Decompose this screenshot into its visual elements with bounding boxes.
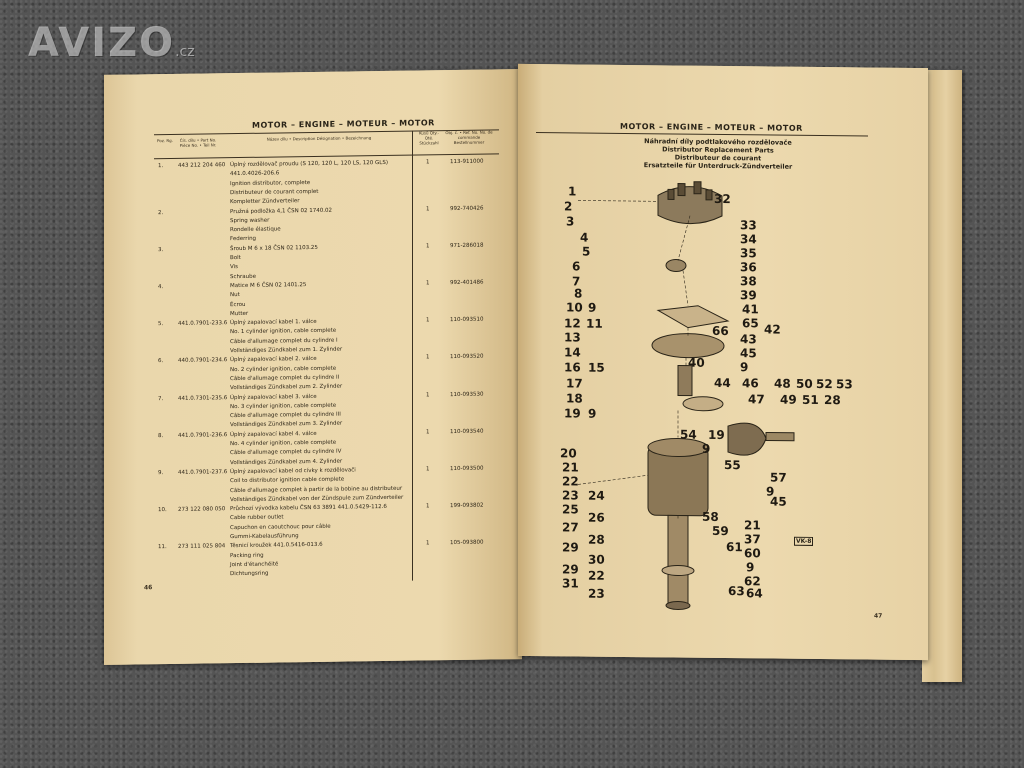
- callout-label: 34: [740, 232, 757, 247]
- row-description: Dichtungsring: [230, 570, 269, 578]
- row-part-number: 273 111 025 804: [178, 543, 226, 551]
- callout-label: 55: [724, 458, 741, 473]
- row-qty: 1: [426, 503, 430, 510]
- callout-label: 14: [564, 345, 581, 360]
- col-head-rule: [154, 153, 499, 159]
- callout-label: 33: [740, 218, 757, 233]
- row-ref-number: 992-740426: [450, 205, 484, 212]
- row-description: Câble d'allumage complet du cylindre I: [230, 337, 338, 345]
- callout-label: 36: [740, 260, 757, 275]
- row-description: Coil to distributor ignition cable complete: [230, 476, 345, 485]
- callout-label: 21: [562, 460, 579, 475]
- row-description: Ignition distributor, complete: [230, 179, 311, 187]
- callout-label: 12: [564, 316, 581, 331]
- callout-label: 50: [796, 376, 813, 391]
- callout-label: 16: [564, 360, 581, 375]
- row-qty: 1: [426, 243, 430, 250]
- callout-label: 2: [564, 199, 573, 214]
- callout-label: 61: [726, 540, 743, 555]
- callout-label: 11: [586, 316, 603, 331]
- callout-label: 3: [566, 214, 575, 229]
- row-description: Câble d'allumage complet du cylindre IV: [230, 448, 342, 457]
- row-description: Vollständiges Zündkabel zum 1. Zylinder: [230, 346, 343, 355]
- caption-line: Distributor Replacement Parts: [662, 145, 774, 155]
- callout-label: 27: [562, 520, 579, 535]
- col-head-desc: Název dílu • Description Désignation • Bezeichnung: [266, 135, 372, 142]
- callout-label: 29: [562, 562, 579, 577]
- row-description: Spring washer: [230, 217, 270, 224]
- row-description: Těsnicí kroužek 441.0.5416-013.6: [230, 542, 323, 550]
- row-description: Průchozí vývodka kabelu ČSN 63 3891 441.0.5429-112.6: [230, 504, 387, 513]
- row-description: Vis: [230, 264, 239, 271]
- callout-label: 48: [774, 376, 791, 391]
- callout-label: 37: [744, 532, 761, 547]
- right-page: [518, 64, 928, 660]
- callout-label: 9: [746, 560, 755, 575]
- callout-label: 23: [588, 586, 605, 601]
- row-pos: 10.: [158, 507, 167, 514]
- callout-label: 20: [560, 446, 577, 461]
- row-description: Vollständiges Zündkabel zum 3. Zylinder: [230, 420, 343, 429]
- row-description: Packing ring: [230, 552, 264, 559]
- row-part-number: 441.0.7901-236.6: [178, 431, 228, 439]
- callout-label: 9: [702, 441, 711, 456]
- callout-label: 9: [588, 406, 597, 421]
- row-ref-number: 110-093540: [450, 428, 484, 435]
- callout-label: 53: [836, 377, 853, 392]
- figure-tag: VK-8: [796, 537, 812, 545]
- row-description: No. 2 cylinder ignition, cable complete: [230, 365, 337, 373]
- callout-label: 46: [742, 376, 759, 391]
- row-part-number: 443 212 204 460: [178, 162, 226, 169]
- row-description: Capuchon en caoutchouc pour câble: [230, 523, 331, 531]
- callout-label: 22: [588, 568, 605, 583]
- callout-label: 43: [740, 332, 757, 347]
- row-part-number: 441.0.7301-235.6: [178, 394, 228, 402]
- callout-label: 28: [824, 393, 841, 408]
- right-page-header: MOTOR – ENGINE – MOTEUR – MOTOR: [620, 121, 803, 133]
- row-qty: 1: [426, 280, 430, 287]
- vacuum-unit: [728, 423, 766, 455]
- row-description: Matice M 6 ČSN 02 1401.25: [230, 281, 307, 290]
- callout-label: 19: [564, 406, 581, 421]
- callout-label: 10: [566, 300, 583, 315]
- row-pos: 6.: [158, 358, 164, 365]
- callout-label: 58: [702, 509, 719, 524]
- callout-label: 45: [770, 494, 787, 509]
- row-description: Úplný zapalovací kabel 2. válce: [230, 356, 317, 364]
- callout-label: 59: [712, 523, 729, 539]
- row-description: Joint d'étanchéité: [230, 561, 279, 569]
- col-head-qty: Kusů Qty.-Qté. Stückzahl: [418, 130, 440, 146]
- callout-label: 9: [588, 300, 597, 315]
- col-head-pos: Poz. Rg.: [157, 137, 173, 144]
- row-part-number: 440.0.7901-234.6: [178, 357, 228, 365]
- callout-label: 35: [740, 246, 757, 261]
- row-description: No. 3 cylinder ignition, cable complete: [230, 402, 337, 410]
- callout-label: 17: [566, 376, 583, 391]
- col-divider: [412, 131, 413, 581]
- left-page-header: MOTOR – ENGINE – MOTEUR – MOTOR: [252, 118, 435, 130]
- row-description: Úplný zapalovací kabel 3. válce: [230, 393, 317, 401]
- left-page-number: 46: [144, 584, 153, 592]
- callout-label: 52: [816, 376, 833, 392]
- row-ref-number: 110-093520: [450, 353, 484, 361]
- callout-label: 29: [562, 540, 579, 555]
- callout-label: 5: [582, 244, 591, 259]
- callout-label: 40: [688, 355, 705, 370]
- callout-label: 45: [740, 346, 757, 361]
- callout-label: 8: [574, 286, 583, 301]
- row-description: Distributeur de courant complet: [230, 188, 319, 197]
- callout-label: 66: [712, 323, 729, 339]
- callout-label: 9: [766, 484, 775, 499]
- row-qty: 1: [426, 540, 430, 547]
- callout-label: 13: [564, 330, 581, 345]
- row-description: Kompletter Zündverteiler: [230, 198, 300, 206]
- row-description: No. 1 cylinder ignition, cable complete: [230, 328, 337, 336]
- row-ref-number: 110-093510: [450, 316, 484, 324]
- callout-label: 23: [562, 488, 579, 503]
- callout-label: 6: [572, 259, 581, 274]
- right-page-number: 47: [874, 612, 883, 620]
- row-description: Gummi-Kabelausführung: [230, 533, 299, 541]
- callout-label: 60: [744, 546, 761, 561]
- row-description: Bolt: [230, 255, 241, 262]
- row-description: Úplný rozdělovač proudu (S 120, 120 L, 120 LS, 120 GLS): [230, 159, 388, 169]
- row-description: Nut: [230, 292, 240, 299]
- row-description: Úplný zapalovací kabel 1. válce: [230, 319, 317, 327]
- row-description: Mutter: [230, 310, 249, 317]
- row-pos: 9.: [158, 469, 164, 477]
- col-head-ref: Obj. č. • Ref. No. No. de commande Bestellnummer: [445, 129, 493, 146]
- drive-shaft: [668, 515, 688, 605]
- row-ref-number: 992-401486: [450, 279, 484, 286]
- callout-label: 7: [572, 274, 581, 289]
- row-ref-number: 105-093800: [450, 539, 484, 547]
- callout-label: 42: [764, 322, 781, 337]
- row-pos: 8.: [158, 432, 164, 439]
- callout-label: 26: [588, 510, 605, 525]
- row-description: Câble d'allumage complet du cylindre II: [230, 374, 340, 383]
- row-description: Câble d'allumage complet du cylindre III: [230, 411, 341, 420]
- callout-label: 64: [746, 586, 763, 601]
- row-description: Câble d'allumage complet à partir de la bobine au distributeur: [230, 485, 403, 494]
- row-pos: 5.: [158, 321, 164, 328]
- callout-label: 24: [588, 488, 605, 503]
- row-description: Vollständiges Zündkabel zum 2. Zylinder: [230, 383, 343, 392]
- row-part-number: 273 122 080 050: [178, 506, 226, 513]
- callout-label: 4: [580, 230, 589, 245]
- caption-line: Ersatzteile für Unterdruck-Zündverteiler: [643, 161, 793, 171]
- row-qty: 1: [426, 205, 430, 212]
- row-pos: 3.: [158, 246, 164, 253]
- callout-label: 31: [562, 576, 579, 591]
- cam: [678, 366, 692, 396]
- callout-label: 41: [742, 302, 759, 317]
- row-pos: 11.: [158, 544, 167, 551]
- row-qty: 1: [426, 429, 430, 436]
- row-pos: 1.: [158, 163, 164, 170]
- left-page: [104, 69, 522, 665]
- rotor-arm: [666, 259, 686, 271]
- callout-label: 63: [728, 584, 745, 599]
- callout-label: 30: [588, 552, 605, 567]
- row-description: Vollständiges Zündkabel zum 4. Zylinder: [230, 458, 343, 466]
- row-description: Úplný zapalovací kabel 4. válce: [230, 430, 317, 438]
- callout-label: 28: [588, 532, 605, 547]
- callout-label: 19: [708, 427, 725, 443]
- row-description: Schraube: [230, 273, 256, 280]
- row-description: Rondelle élastique: [230, 226, 281, 234]
- row-description: 441.0.4026-206.6: [230, 170, 280, 178]
- callout-label: 15: [588, 360, 605, 375]
- row-description: Cable rubber outlet: [230, 514, 284, 522]
- row-pos: 7.: [158, 395, 164, 402]
- callout-label: 9: [740, 360, 749, 375]
- row-part-number: 441.0.7901-237.6: [178, 469, 228, 476]
- row-pos: 4.: [158, 283, 164, 291]
- callout-label: 25: [562, 502, 579, 517]
- col-head-part: Čís. dílu • Part No. Pièce No. • Teil Nr.: [179, 137, 217, 148]
- row-ref-number: 110-093500: [450, 465, 484, 472]
- row-part-number: 441.0.7901-233.6: [178, 320, 228, 327]
- callout-label: 21: [744, 518, 761, 533]
- row-ref-number: 110-093530: [450, 391, 484, 398]
- callout-label: 47: [748, 392, 765, 407]
- watermark: AVIZO.cz: [28, 20, 195, 66]
- callout-label: 1: [568, 184, 577, 199]
- row-ref-number: 113-911000: [450, 158, 484, 166]
- callout-label: 65: [742, 316, 759, 331]
- row-qty: 1: [426, 159, 430, 166]
- row-description: Écrou: [230, 301, 246, 308]
- row-description: Úplný zapalovací kabel od cívky k rozdělovači: [230, 467, 356, 476]
- callout-label: 22: [562, 474, 579, 489]
- callout-label: 51: [802, 392, 819, 408]
- callout-label: 18: [566, 391, 583, 406]
- row-qty: 1: [426, 317, 430, 324]
- row-qty: 1: [426, 391, 430, 398]
- row-description: Vollständiges Zündkabel von der Zündspule zum Zündverteiler: [230, 494, 404, 503]
- caption-line: Náhradní díly podtlakového rozdělovače: [644, 137, 792, 147]
- callout-label: 39: [740, 288, 757, 303]
- callout-label: 54: [680, 427, 697, 442]
- row-qty: 1: [426, 466, 430, 473]
- row-ref-number: 199-093802: [450, 502, 484, 510]
- callout-label: 32: [714, 191, 731, 207]
- row-description: No. 4 cylinder ignition, cable complete: [230, 439, 337, 448]
- row-ref-number: 971-286018: [450, 242, 484, 249]
- callout-label: 38: [740, 274, 757, 289]
- row-description: Federring: [230, 236, 257, 243]
- callout-label: 57: [770, 470, 787, 485]
- caption-line: Distributeur de courant: [674, 153, 762, 163]
- row-description: Šroub M 6 x 18 ČSN 02 1103.25: [230, 244, 318, 252]
- row-qty: 1: [426, 354, 430, 361]
- callout-label: 49: [780, 392, 797, 407]
- page-stack-edge: [922, 70, 962, 682]
- callout-label: 62: [744, 574, 761, 589]
- callout-label: 44: [714, 375, 731, 391]
- row-description: Pružná podložka 4,1 ČSN 02 1740.02: [230, 207, 332, 215]
- row-pos: 2.: [158, 209, 164, 216]
